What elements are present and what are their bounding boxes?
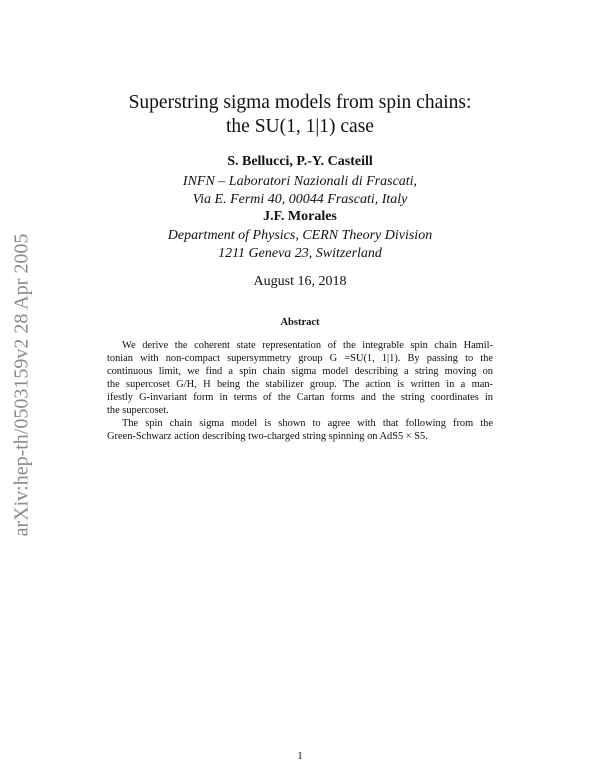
abstract-line: Green-Schwarz action describing two-charged string spinning on AdS5 × S5.: [107, 431, 428, 442]
arxiv-stamp: arXiv:hep-th/0503159v2 28 Apr 2005: [10, 233, 33, 537]
abstract-line: The spin chain sigma model is shown to agree with that following from the: [122, 418, 493, 429]
affiliation-2-line-1: Department of Physics, CERN Theory Division: [167, 228, 433, 243]
date: August 16, 2018: [253, 274, 347, 289]
abstract-line: We derive the coherent state representation of the integrable spin chain Hamil-: [122, 340, 493, 351]
affiliation-1-line-2: Via E. Fermi 40, 00044 Frascati, Italy: [192, 192, 408, 207]
abstract-line: the supercoset.: [107, 405, 169, 416]
authors-1: S. Bellucci, P.-Y. Casteill: [227, 154, 373, 169]
abstract-line: ifestly G-invariant form in terms of the Cartan forms and the string coordinates in: [107, 392, 493, 403]
abstract-heading: Abstract: [280, 317, 320, 328]
affiliation-2-line-2: 1211 Geneva 23, Switzerland: [218, 246, 382, 261]
affiliation-1-line-1: INFN – Laboratori Nazionali di Frascati,: [182, 174, 418, 189]
abstract-line: continuous limit, we find a spin chain sigma model describing a string moving on: [107, 366, 493, 377]
abstract-body: [107, 339, 493, 443]
title-line-2: the SU(1, 1|1) case: [226, 116, 374, 137]
page-number: 1: [297, 750, 303, 762]
abstract-line: tonian with non-compact supersymmetry group G =SU(1, 1|1). By passing to the: [107, 353, 493, 364]
title-line-1: Superstring sigma models from spin chains:: [128, 92, 472, 113]
abstract-line: the supercoset G/H, H being the stabilizer group. The action is written in a man-: [107, 379, 493, 390]
authors-2: J.F. Morales: [263, 209, 337, 224]
